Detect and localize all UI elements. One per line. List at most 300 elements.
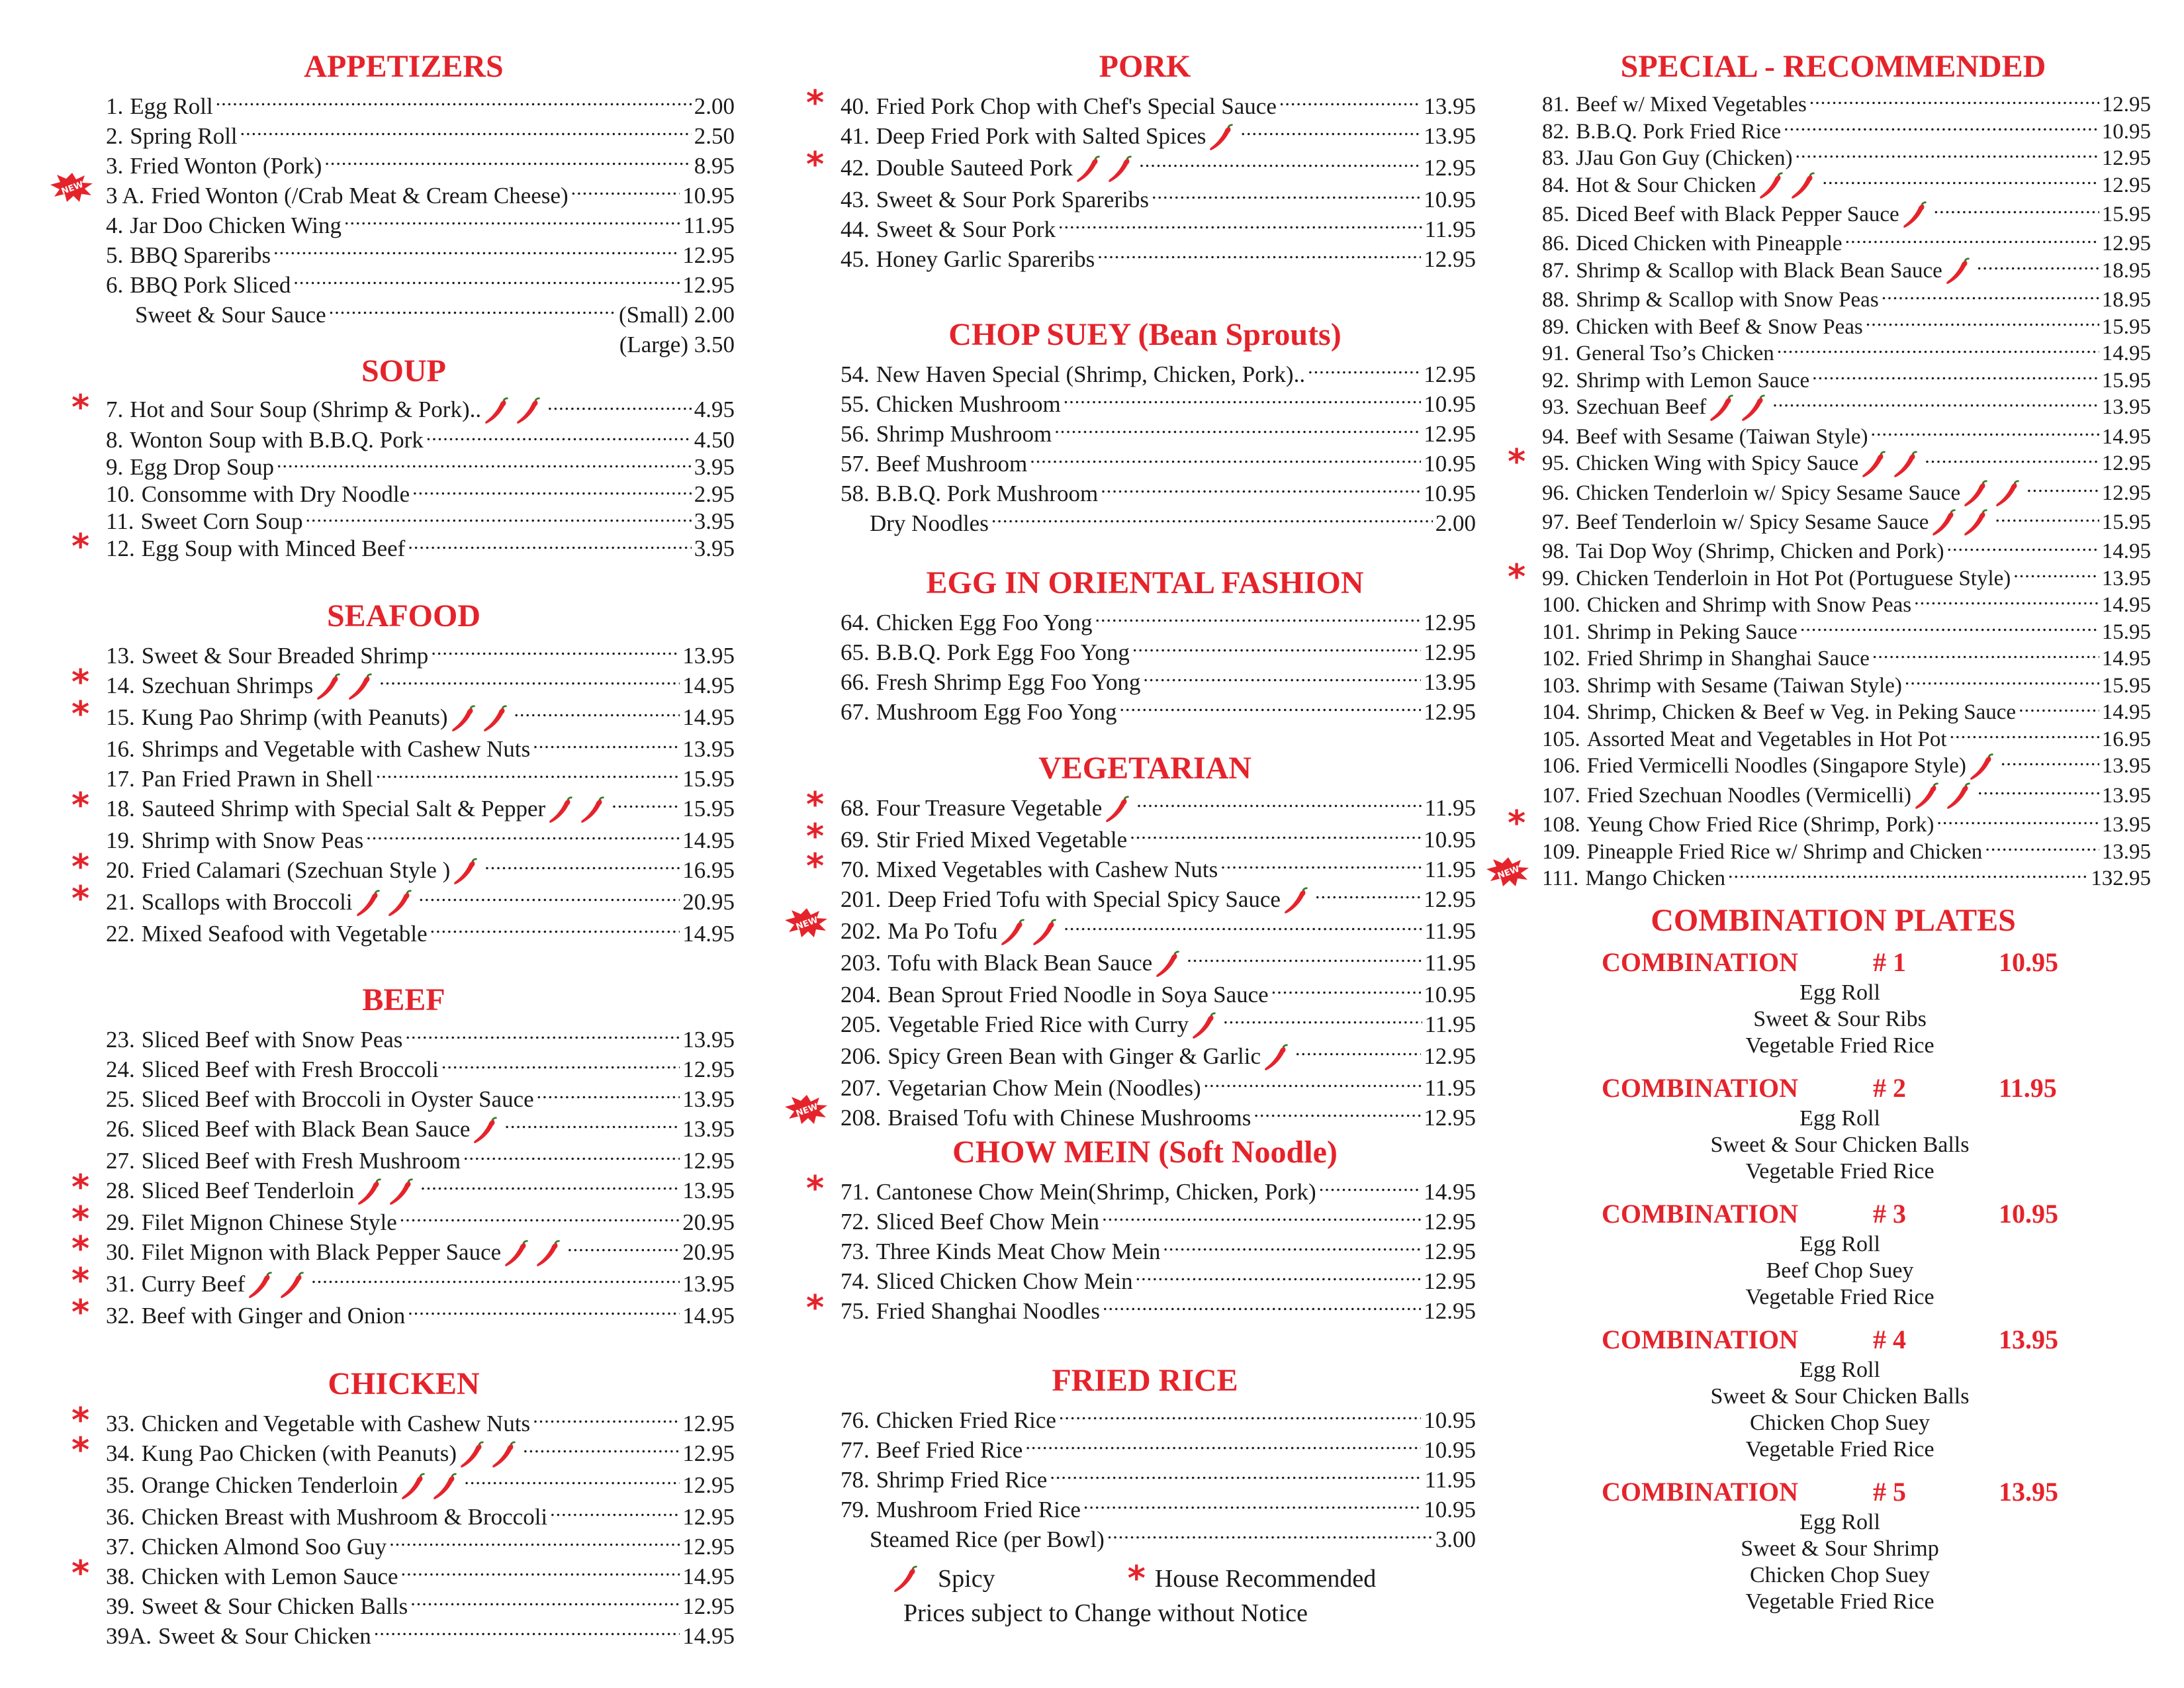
combination-item: Beef Chop Suey [1766,1258,1914,1283]
chili-pepper-icon [1190,1012,1219,1041]
item-price: 11.95 [1424,949,1476,976]
menu-item [841,884,1476,916]
dot-leader [1977,258,2099,277]
new-badge-icon [1486,857,1530,886]
item-price: 18.95 [2101,288,2151,312]
spicy-indicator [1942,258,1974,287]
item-name: Chicken Tenderloin in Hot Pot (Portuguese Style) [1576,566,2011,590]
item-price: 11.95 [1424,795,1476,821]
item-number: 30. [106,1239,135,1265]
item-number: 76. [841,1407,870,1433]
item-number: 20. [106,857,135,883]
menu-item [1542,258,2151,287]
item-name: Scallops with Broccoli [141,888,353,915]
item-name: Sliced Beef with Snow Peas [141,1027,403,1053]
item-price: 10.95 [1424,1437,1476,1463]
item-price: 14.95 [682,1302,735,1329]
item-price: 12.95 [2101,451,2151,476]
item-number: 3 A. [106,183,145,209]
item-price: 14.95 [682,1622,735,1649]
item-name: Beef Mushroom [876,451,1028,477]
item-price: 2.95 [694,481,735,507]
combination-item: Vegetable Fried Rice [1745,1159,1934,1184]
item-price: 12.95 [1424,1298,1476,1324]
item-name: Shrimp, Chicken & Beef w Veg. in Peking Sauce [1586,700,2017,725]
recommended-star-icon: * [71,1260,90,1301]
item-name: Shrimp Fried Rice [876,1467,1048,1493]
item-price: 12.95 [1424,1104,1476,1131]
item-number: 36. [106,1503,135,1530]
item-name: JJau Gon Guy (Chicken) [1576,146,1793,170]
combination-plate [1602,1071,2151,1185]
dot-leader [2019,699,2099,719]
item-name: Wonton Soup with B.B.Q. Pork [130,426,424,453]
menu-item [806,816,1476,857]
dot-leader [1728,865,2088,885]
item-number: 75. [841,1298,870,1324]
combination-item: Sweet & Sour Chicken Balls [1710,1133,1970,1157]
legend [890,1559,1376,1628]
combination-label: COMBINATION [1602,1073,1799,1103]
dot-leader [1784,118,2099,138]
item-name: B.B.Q. Pork Egg Foo Yong [876,639,1130,665]
combination-item: Sweet & Sour Ribs [1753,1007,1927,1031]
menu-item [71,526,735,567]
item-number: 96. [1542,481,1570,505]
item-number: 29. [106,1209,135,1235]
item-number: 65. [841,639,870,665]
dot-leader [1187,951,1422,970]
dot-leader [1101,481,1421,501]
item-number: 5. [106,242,124,268]
item-name: Mango Chicken [1585,867,1726,891]
menu-list [814,1405,1476,1554]
dot-leader [1107,1527,1433,1547]
item-number: 26. [106,1116,135,1142]
menu-item [1542,424,2151,451]
menu-item [1542,619,2151,646]
dot-leader [1119,700,1421,720]
item-number: 208. [841,1104,882,1131]
dot-leader [1143,670,1421,690]
section-title: SOUP [361,353,446,389]
item-number: 70. [841,856,870,882]
dot-leader [571,183,680,203]
combination-header [1602,1475,2151,1509]
recommended-star-icon: * [71,878,90,919]
menu-item [841,121,1476,153]
dot-leader [376,767,680,786]
spicy-indicator [1073,153,1136,185]
menu-item [1508,804,2151,844]
menu-item [841,1435,1476,1465]
item-price: 12.95 [1424,361,1476,387]
item-price: 13.95 [682,1177,735,1203]
dot-leader [1866,314,2099,334]
menu-item [841,1524,1476,1554]
menu-item [1542,753,2151,782]
item-number: 104. [1542,700,1580,725]
item-price: 10.95 [1424,1497,1476,1523]
combination-label: COMBINATION [1602,1199,1799,1229]
section-title: CHOW MEIN (Soft Noodle) [952,1135,1338,1170]
item-name: Fried Shrimp in Shanghai Sauce [1586,647,1870,671]
dot-leader [1978,782,2099,802]
item-name: Beef with Ginger and Onion [141,1302,406,1329]
dot-leader [1777,340,2099,360]
dot-leader [1845,230,2099,250]
menu-list [1496,91,2151,892]
item-name: Hot & Sour Chicken [1576,173,1756,197]
dot-leader [1934,201,2099,221]
item-name: BBQ Spareribs [130,242,271,268]
item-price: 14.95 [2101,700,2151,725]
dot-leader [1870,424,2099,444]
dot-leader [464,1473,680,1493]
item-price: (Small) 2.00 [619,302,735,328]
dot-leader [426,428,692,447]
dot-leader [567,1240,680,1260]
recommended-star-icon: * [71,1199,90,1239]
item-price: 11.95 [1424,856,1476,882]
item-number: 93. [1542,395,1570,420]
dot-leader [1795,145,2099,165]
menu-item [71,694,735,734]
item-number: 203. [841,949,882,976]
chili-pepper-icon [547,796,576,825]
menu-item [71,1199,735,1239]
section-egg-foo-yong [814,563,1476,727]
dot-leader [401,1564,680,1584]
item-name: Jar Doo Chicken Wing [130,212,341,238]
dot-leader [419,890,680,910]
chili-pepper-icon [1707,395,1737,424]
item-price: 16.95 [2101,727,2151,751]
menu-item [1542,367,2151,395]
item-price: 20.95 [682,888,735,915]
dot-leader [389,1534,680,1554]
section-title: SEAFOOD [326,598,481,633]
combination-item: Egg Roll [1799,1232,1880,1256]
item-price: 13.95 [682,1270,735,1297]
combination-item: Egg Roll [1799,980,1880,1005]
item-price: 13.95 [2101,813,2151,837]
menu-item [71,1553,735,1593]
item-name: Egg Soup with Minced Beef [141,535,406,561]
chili-pepper-icon [1030,919,1060,948]
chili-pepper-icon [1074,156,1103,185]
item-price: 14.95 [682,673,735,698]
item-name: Beef w/ Mixed Vegetables [1576,93,1807,117]
item-name: Fried Vermicelli Noodles (Singapore Style) [1586,754,1966,778]
menu-item [71,847,735,887]
item-number: 86. [1542,232,1570,256]
item-price: 15.95 [2101,368,2151,393]
chili-pepper-icon [999,919,1028,948]
menu-item [71,1260,735,1301]
item-number: 106. [1542,754,1580,778]
item-price: 10.95 [682,183,735,209]
menu-item [106,481,735,508]
item-price: 12.95 [682,242,735,268]
item-price: 12.95 [682,272,735,298]
dot-leader [537,1087,680,1107]
combination-number: # 1 [1873,947,1906,977]
combination-item: Chicken Chop Suey [1750,1563,1930,1587]
item-number: 99. [1542,566,1570,590]
item-name: Deep Fried Tofu with Special Spicy Sauce [887,886,1281,912]
item-name: Shrimps and Vegetable with Cashew Nuts [141,735,531,762]
combination-price: 13.95 [1999,1477,2058,1507]
dot-leader [991,511,1433,531]
combination-label: COMBINATION [1602,1477,1799,1507]
item-price: 2.50 [694,123,735,149]
chili-pepper-icon [278,1272,307,1301]
item-number: 205. [841,1011,882,1037]
item-price: 3.00 [1435,1526,1476,1552]
item-number: 10. [106,481,135,507]
menu-item [841,244,1476,274]
chili-pepper-icon [891,1566,921,1595]
item-number: 7. [106,397,124,422]
item-name: Beef with Sesame (Taiwan Style) [1576,424,1868,449]
spicy-indicator [1152,948,1184,980]
item-name: Sliced Beef with Fresh Mushroom [141,1147,461,1174]
dot-leader [1058,217,1422,237]
item-price: 3.95 [694,453,735,480]
item-number: 38. [106,1563,135,1589]
menu-list [60,91,735,359]
item-number: 56. [841,421,870,447]
item-price: 10.95 [1424,186,1476,212]
item-number: 19. [106,827,135,853]
recommended-star-icon: * [71,785,90,825]
spicy-indicator [1966,753,1998,782]
item-number: 64. [841,610,870,635]
menu-item [794,915,1476,948]
spicy-indicator [1960,480,2024,509]
item-name: Sweet & Sour Breaded Shrimp [141,643,429,669]
combination-plate [1602,945,2151,1059]
menu-item [1542,287,2151,314]
menu-item [806,1169,1476,1209]
item-name: Mixed Seafood with Vegetable [141,920,428,947]
item-price: 15.95 [2101,673,2151,698]
section-chicken [73,1364,735,1651]
section-chop-suey [814,314,1476,538]
menu-item [1542,91,2151,118]
item-price: 14.95 [2101,342,2151,366]
combination-plate [1602,1323,2151,1463]
chili-pepper-icon [490,1441,519,1470]
spicy-indicator [1899,201,1931,230]
item-number: 103. [1542,673,1580,698]
section-beef [73,980,735,1331]
menu-item [1542,394,2151,423]
dot-leader [1947,538,2099,558]
dot-leader [1102,1209,1421,1229]
item-name: Vegetarian Chow Mein (Noodles) [887,1074,1201,1101]
item-price: 13.95 [2101,783,2151,808]
recommended-star-icon: * [806,1288,825,1328]
menu-item [841,479,1476,508]
section-title: VEGETARIAN [1038,751,1251,786]
item-price: 4.50 [694,426,735,453]
item-number: 39. [106,1593,135,1619]
item-price: 10.95 [1424,826,1476,853]
chili-pepper-icon [1913,782,1942,812]
combination-number: # 3 [1873,1199,1906,1229]
recommended-star-icon: * [806,83,825,123]
dot-leader [240,124,692,144]
chili-pepper-icon [1262,1044,1291,1073]
section-title: APPETIZERS [304,49,504,84]
price-notice: Prices subject to Change without Notice [903,1599,1308,1627]
chili-pepper-icon [1282,887,1311,916]
menu-item [1542,538,2151,565]
chili-pepper-icon [354,890,383,919]
combination-item: Vegetable Fried Rice [1745,1285,1934,1309]
item-number: 77. [841,1437,870,1463]
item-price: 20.95 [682,1239,735,1265]
dot-leader [2001,753,2099,773]
recommended-star-icon: * [71,847,90,887]
dot-leader [1130,827,1421,847]
item-name: Sweet & Sour Chicken Balls [141,1593,408,1619]
menu-item [806,83,1476,123]
recommended-star-icon: * [71,388,90,428]
item-number: 83. [1542,146,1570,170]
section-soup [71,351,735,567]
chili-pepper-icon [314,673,343,702]
recommended-star-icon: * [71,694,90,734]
spicy-indicator [1911,782,1975,812]
item-name: Sweet & Sour Pork [876,216,1056,242]
item-number: 8. [106,426,124,453]
item-name: Sliced Beef Tenderloin [141,1177,355,1203]
menu-item [1542,230,2151,258]
item-name: Mixed Vegetables with Cashew Nuts [876,856,1218,882]
item-price: 12.95 [1424,1239,1476,1264]
recommended-star-icon: * [71,1430,90,1470]
menu-item [71,388,735,428]
item-name: Sliced Beef Chow Mein [876,1209,1100,1235]
item-number: 54. [841,361,870,387]
dot-leader [1240,124,1421,144]
section-fried-rice [814,1360,1476,1554]
item-number: 33. [106,1411,135,1436]
item-name: Yeung Chow Fried Rice (Shrimp, Pork) [1586,813,1934,837]
menu-item [1542,782,2151,812]
item-name: Chicken Tenderloin w/ Spicy Sesame Sauce [1576,481,1961,505]
item-name: Hot and Sour Soup (Shrimp & Pork).. [130,397,482,422]
menu-item [106,1470,735,1502]
item-number: 68. [841,795,870,821]
item-number: 39A. [106,1622,152,1649]
item-name: Egg Roll [130,93,213,119]
item-price: 13.95 [1424,669,1476,695]
menu-item [1542,340,2151,367]
item-name: Shrimp & Scallop with Snow Peas [1576,288,1879,312]
dot-leader [1152,187,1421,207]
item-name: Chicken with Beef & Snow Peas [1576,314,1863,339]
combination-item: Sweet & Sour Chicken Balls [1710,1384,1970,1409]
dot-leader [514,705,680,725]
menu-item [71,1292,735,1333]
dot-leader [293,273,680,293]
chili-pepper-icon [458,1441,487,1470]
dot-leader [1315,887,1421,907]
section-title: SPECIAL - RECOMMENDED [1620,49,2046,84]
item-number: 14. [106,673,135,698]
chili-pepper-icon [1739,395,1768,424]
menu-item [841,1495,1476,1524]
chili-pepper-icon [449,705,478,734]
combination-plate [1602,1475,2151,1615]
item-number: 55. [841,391,870,417]
menu-item [841,637,1476,667]
menu-item [1542,726,2151,753]
item-price: 11.95 [1424,1074,1476,1101]
dot-leader [344,213,681,233]
menu-item [106,151,735,181]
item-price: 12.95 [1424,639,1476,665]
item-number: 66. [841,669,870,695]
item-number: 41. [841,123,870,149]
spicy-indicator [501,1237,565,1269]
item-price: 12.95 [682,1147,735,1174]
item-number: 84. [1542,173,1570,197]
dot-leader [1059,1408,1421,1428]
item-number: 17. [106,765,135,792]
recommended-star-icon: * [806,816,825,857]
item-number: 108. [1542,813,1580,837]
item-price: 2.00 [1435,510,1476,536]
menu-item [106,240,735,270]
item-price: 11.95 [1424,1011,1476,1037]
dot-leader [1985,839,2099,859]
item-name: Filet Mignon Chinese Style [141,1209,397,1235]
menu-item [841,948,1476,980]
menu-item [106,919,735,949]
chili-pepper-icon [346,673,375,702]
dot-leader [1812,367,2099,387]
item-price: 20.95 [682,1209,735,1235]
menu-item [841,1266,1476,1296]
dot-leader [1095,610,1421,630]
item-number: 45. [841,246,870,272]
item-number: 13. [106,643,135,669]
menu-item [841,1009,1476,1041]
item-price: 13.95 [2101,839,2151,864]
item-price: 2.00 [694,93,735,119]
item-price: 13.95 [1424,123,1476,149]
chili-pepper-icon [1944,258,1973,287]
chili-pepper-icon [1860,451,1889,480]
combination-label: COMBINATION [1602,1325,1799,1354]
item-number: 67. [841,699,870,725]
menu-item [1542,201,2151,230]
item-number: 1. [106,93,124,119]
menu-item [1542,145,2151,172]
menu-item [841,1207,1476,1237]
chili-pepper-icon [1103,796,1132,825]
menu-item [106,1591,735,1621]
item-number: 105. [1542,727,1580,751]
menu-item [71,663,735,702]
item-price: 14.95 [2101,539,2151,564]
dot-leader [1950,726,2099,746]
